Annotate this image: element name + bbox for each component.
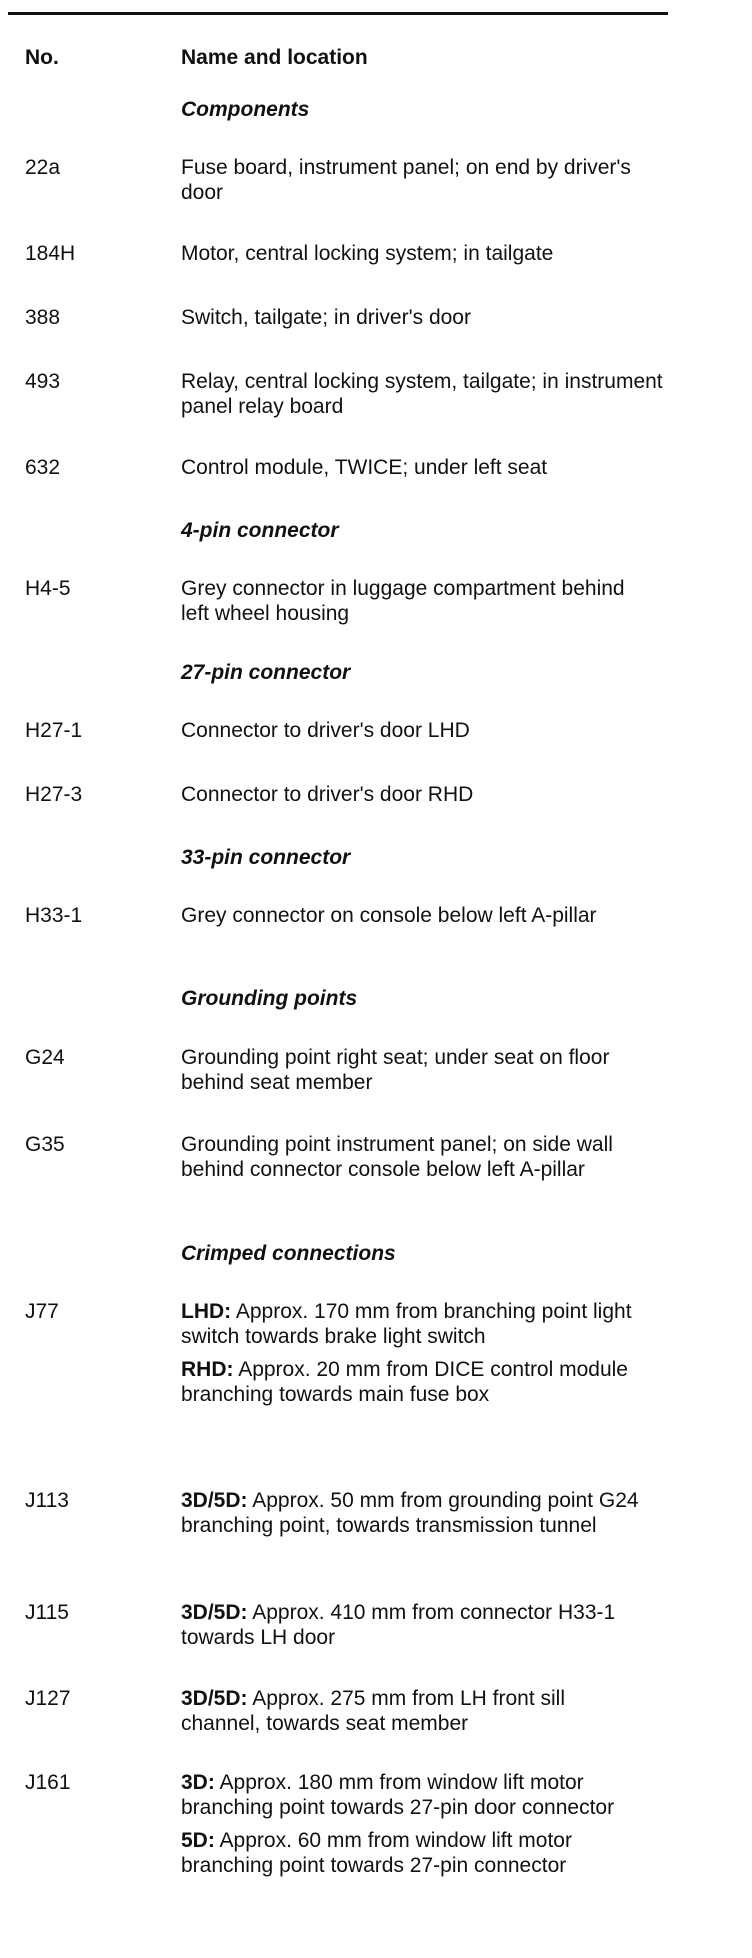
row-paragraph-text: Approx. 20 mm from DICE control module branching towards main fuse box (181, 1358, 628, 1406)
row-text (181, 1488, 651, 1538)
row-text: Grey connector on console below left A-pillar (181, 904, 597, 927)
row-paragraph (181, 1770, 651, 1820)
row-text (181, 1600, 661, 1650)
row-number: G24 (25, 1046, 65, 1069)
row-number: 22a (25, 156, 61, 179)
row-number: H4-5 (25, 577, 71, 600)
row-paragraph (181, 1299, 671, 1349)
row-paragraph (181, 1686, 641, 1736)
row-number: J115 (25, 1601, 69, 1624)
section-title-crimped-connections: Crimped connections (181, 1242, 396, 1265)
row-text (181, 1686, 641, 1736)
row-paragraph (181, 1600, 661, 1650)
row-paragraph (181, 1357, 671, 1407)
row-label: RHD: (181, 1358, 234, 1381)
row-text: Connector to driver's door RHD (181, 783, 474, 806)
row-text: Relay, central locking system, tailgate; in instrument panel relay board (181, 370, 663, 418)
section-title-grounding-points: Grounding points (181, 987, 358, 1010)
top-rule (8, 12, 668, 15)
row-number: 632 (25, 456, 61, 479)
row-number: J161 (25, 1771, 71, 1794)
row-text: Grounding point right seat; under seat on floor behind seat member (181, 1046, 610, 1094)
row-text: Switch, tailgate; in driver's door (181, 306, 471, 329)
row-label: 3D/5D: (181, 1687, 248, 1710)
row-paragraph-text: Approx. 50 mm from grounding point G24 branching point, towards transmission tunnel (181, 1489, 639, 1537)
row-text: Control module, TWICE; under left seat (181, 456, 548, 479)
row-paragraph (181, 1828, 651, 1878)
row-text: Grey connector in luggage compartment behind left wheel housing (181, 577, 625, 625)
section-title-27-pin-connector: 27-pin connector (181, 661, 351, 684)
section-title-4-pin-connector: 4-pin connector (181, 519, 339, 542)
row-label: 3D/5D: (181, 1489, 248, 1512)
row-number: G35 (25, 1133, 65, 1156)
row-text: Motor, central locking system; in tailgate (181, 242, 554, 265)
row-number: H33-1 (25, 904, 83, 927)
row-number: 388 (25, 306, 61, 329)
row-number: 184H (25, 242, 76, 265)
section-title-33-pin-connector: 33-pin connector (181, 846, 351, 869)
row-text: Grounding point instrument panel; on side wall behind connector console below left A-pillar (181, 1133, 613, 1181)
row-paragraph-text: Approx. 60 mm from window lift motor branching point towards 27-pin connector (181, 1829, 572, 1877)
row-number: J127 (25, 1687, 71, 1710)
row-label: LHD: (181, 1300, 232, 1323)
row-paragraph-text: Approx. 170 mm from branching point light switch towards brake light switch (181, 1300, 632, 1348)
section-title-components: Components (181, 98, 310, 121)
row-number: H27-3 (25, 783, 83, 806)
row-label: 5D: (181, 1829, 215, 1852)
column-header-no: No. (25, 46, 59, 69)
row-number: 493 (25, 370, 61, 393)
row-text (181, 1770, 651, 1878)
row-text: Fuse board, instrument panel; on end by driver's door (181, 156, 631, 204)
row-paragraph (181, 1488, 651, 1538)
row-number: J113 (25, 1489, 69, 1512)
row-number: J77 (25, 1300, 59, 1323)
row-paragraph-text: Approx. 275 mm from LH front sill channel, towards seat member (181, 1687, 565, 1735)
row-text: Connector to driver's door LHD (181, 719, 470, 742)
row-label: 3D: (181, 1771, 215, 1794)
row-paragraph-text: Approx. 180 mm from window lift motor branching point towards 27-pin door connector (181, 1771, 615, 1819)
row-number: H27-1 (25, 719, 83, 742)
column-header-name: Name and location (181, 46, 368, 69)
row-label: 3D/5D: (181, 1601, 248, 1624)
row-paragraph-text: Approx. 410 mm from connector H33-1 towards LH door (181, 1601, 616, 1649)
row-text (181, 1299, 671, 1407)
